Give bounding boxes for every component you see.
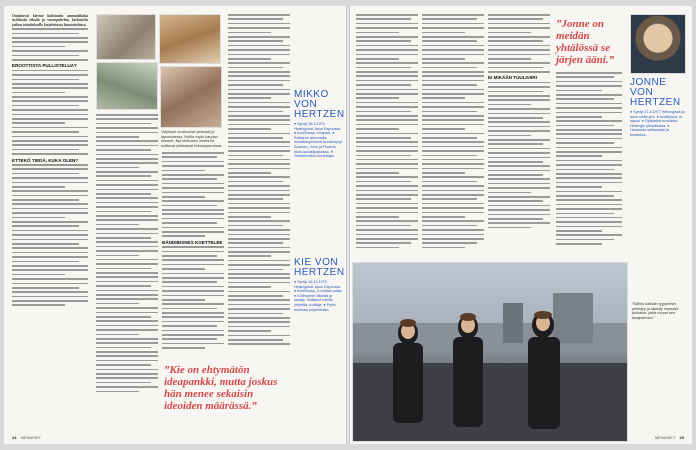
- mikko-name-line-1: MIKKO VON: [294, 89, 329, 110]
- photo-childhood-2: [159, 14, 221, 64]
- body-text-block: [96, 114, 158, 392]
- jonne-portrait: [630, 14, 686, 74]
- subheading-right: EI MIKÄÄN TUULIVIIRI: [488, 75, 537, 81]
- pull-quote-kie: ”Kie on ehtymätön ideapankki, mutta joskus hän menee sekaisin ideoiden määrässä.”: [164, 364, 278, 412]
- side-quote: ”Näihin kaikkiin tyyppeihin pelästyy ja läpikäy nopeasti työkalun, jotka tuovat sen tasapainoon.”: [632, 302, 679, 320]
- left-column-1: [12, 14, 88, 418]
- jonne-bio: ● Syntyi 21.8.1977 Helsingissä ja asuu siellä yhä. ● Avoliitossa, ei lapsia. ● Opiskellut musiikkia Helsingin yliopistossa. ● Harrastaa salibandyä ja tuotantoa.: [630, 110, 685, 137]
- page-number-right: 25: [679, 435, 684, 440]
- body-text-block: [162, 246, 224, 349]
- body-text-block: [488, 14, 550, 73]
- left-page: [4, 6, 346, 444]
- kie-bio-box: [294, 258, 344, 312]
- photos-caption: Veljekset musisoivat yhdessä jo lapsuudessa. Hotlla myös kaupan tietueet. Nyt kiertueen ohella he soittavat yhteisissä kokoonpanoissa.: [161, 130, 223, 148]
- kie-name-line-1: KIE VON: [294, 257, 339, 268]
- right-page: [350, 6, 692, 444]
- magazine-name-right: MENAISET: [654, 435, 676, 440]
- body-text-block: [556, 72, 622, 245]
- page-number-left: 24: [12, 435, 17, 440]
- pull-quote-jonne: ”Jonne on meidän yhtälössä se järjen ääni.”: [556, 18, 615, 66]
- subheading-1: EROOTTISTA PULLISTELUA?: [12, 63, 77, 69]
- right-column-2: [422, 14, 484, 259]
- body-text-block: [12, 164, 88, 306]
- right-column-1: [356, 14, 418, 259]
- band-photo: [352, 262, 628, 442]
- jonne-bio-box: [630, 78, 686, 138]
- right-column-4: [556, 72, 622, 258]
- body-text-block: [356, 14, 418, 248]
- mikko-name-line-2: HERTZEN: [294, 109, 345, 120]
- kie-name-line-2: HERTZEN: [294, 267, 345, 278]
- left-column-2: [96, 114, 158, 418]
- right-footer: [655, 435, 684, 440]
- mikko-bio: ● Syntyi 28.3.1974 Helsingissä. Asuu Espoossa. ● Avoliitossa, ei lapsia. ● Soittanut alemmalla musiikkiryhmissä ja esiintynyt Suomen, Viron ja Ruotsin Idols-laulukilpailuissa. ● Tietotekniikan kouluttaja.: [294, 122, 343, 159]
- body-text-block: [228, 14, 290, 345]
- intro-paragraph: Onnistuvat kiertue kulttuurin ammattilaisia sisältävää tekstiä ja vuoropuhelua, keskustelu jatkuu toimitukselle kirjoitetussa haastattelussa.: [12, 14, 88, 27]
- left-column-4: [228, 14, 290, 354]
- jonne-name-line-1: JONNE VON: [630, 77, 667, 98]
- left-footer: [12, 435, 41, 440]
- jonne-name-line-2: HERTZEN: [630, 97, 681, 108]
- kie-bio: ● Syntyi 16.12.1970 Helsingissä. Asuu Espoossa. ● Avoliitossa, 4-vuotias poika. ● Kotimainen kitaristi ja laulaja. Soittanut useilla yhtyeillä, tuottaja. ● Pyörii monissa projekteissa.: [294, 280, 343, 312]
- right-column-3: [488, 14, 550, 259]
- body-text-block: [162, 152, 224, 237]
- subheading-2: ETTEKÖ TIEDÄ, KUKA OLEN?: [12, 157, 79, 163]
- magazine-name-left: MENAISET: [20, 435, 42, 440]
- body-text-block: [12, 28, 88, 60]
- subheading-3: BÄNDIBISNES KOETTELEE: [162, 239, 223, 245]
- left-column-3: [162, 152, 224, 352]
- photo-childhood-4: [160, 66, 222, 128]
- photo-childhood-1: [96, 14, 156, 60]
- band-photo-illustration: [353, 263, 628, 442]
- body-text-block: [12, 70, 88, 155]
- body-text-block: [488, 82, 550, 228]
- photo-childhood-3: [96, 62, 158, 110]
- mikko-bio-box: [294, 90, 344, 159]
- body-text-block: [422, 14, 484, 248]
